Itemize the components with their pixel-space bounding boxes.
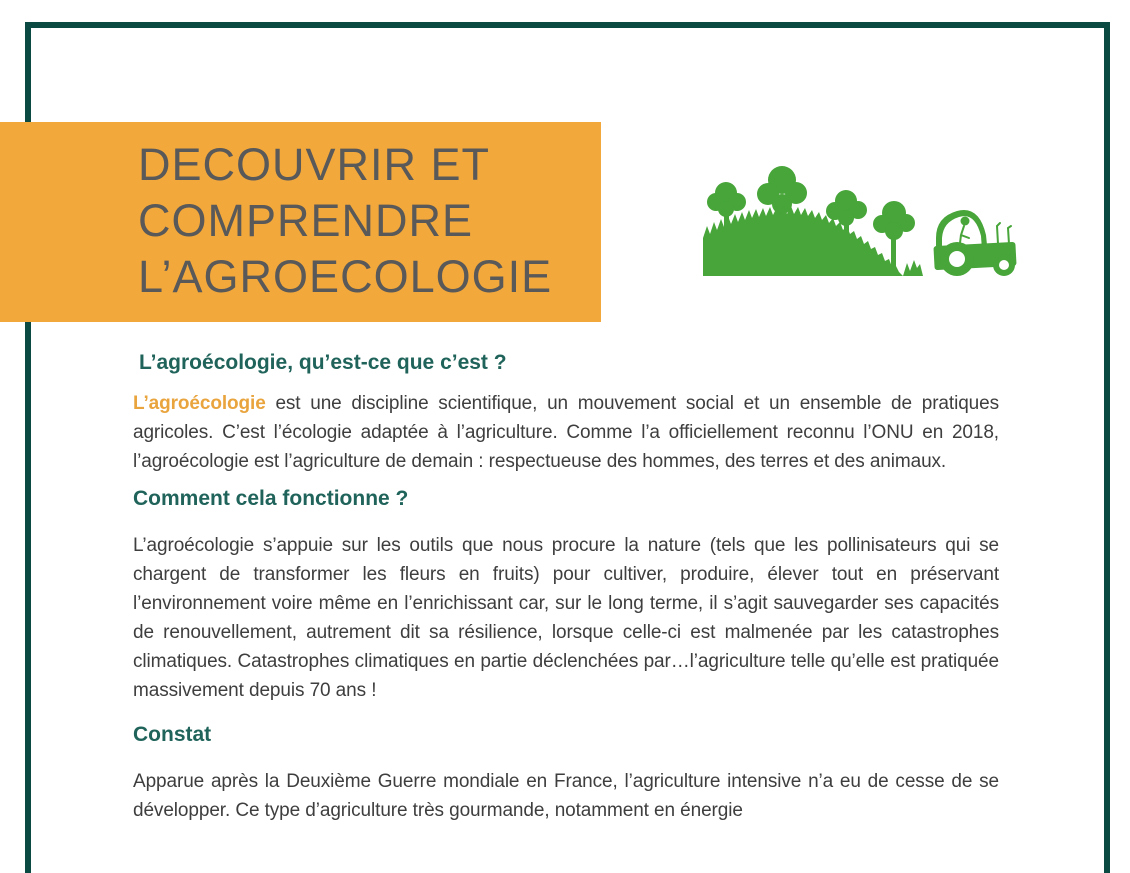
page-border-right bbox=[1104, 22, 1110, 873]
section-heading-fonctionnement: Comment cela fonctionne ? bbox=[133, 487, 409, 510]
agroecology-illustration bbox=[698, 160, 1023, 282]
page-title-line: COMPRENDRE bbox=[138, 195, 474, 246]
document-body bbox=[133, 350, 999, 825]
title-banner bbox=[0, 122, 601, 322]
section-heading-definition: L’agroécologie, qu’est-ce que c’est ? bbox=[139, 351, 507, 374]
hill-trees-tractor-graphic bbox=[698, 160, 1023, 282]
paragraph-text: est une discipline scientifique, un mouvement social et un ensemble de pratiques agricoles. C’est l’écologie adaptée à l’agriculture. Comme l’a officiellement reconnu l’ONU en 2018, l’agroécologie est l’agriculture de demain : respectueuse des hommes, des terres et des animaux. bbox=[133, 393, 999, 472]
highlighted-term: L’agroécologie bbox=[133, 393, 266, 414]
tractor-icon bbox=[933, 210, 1016, 276]
page-title-line: DECOUVRIR ET bbox=[138, 139, 491, 190]
section-heading-constat: Constat bbox=[133, 723, 212, 746]
page-title bbox=[0, 122, 601, 305]
paragraph-definition bbox=[133, 389, 999, 476]
page-title-line: L’AGROECOLOGIE bbox=[138, 251, 553, 302]
paragraph-constat: Apparue après la Deuxième Guerre mondiale en France, l’agriculture intensive n’a eu de cesse de se développer. Ce type d’agriculture très gourmande, notamment en énergie bbox=[133, 771, 999, 821]
paragraph-fonctionnement: L’agroécologie s’appuie sur les outils que nous procure la nature (tels que les pollinisateurs qui se chargent de transformer les fleurs en fruits) pour cultiver, produire, élever tout en préservant l’environnement voire même en l’enrichissant car, sur le long terme, il s’agit sauvegarder ses capacités de renouvellement, autrement dit sa résilience, lorsque celle-ci est malmenée par les catastrophes climatiques. Catastrophes climatiques en partie déclenchées par…l’agriculture telle qu’elle est pratiquée massivement depuis 70 ans ! bbox=[133, 535, 999, 701]
page-border-top bbox=[25, 22, 1110, 28]
